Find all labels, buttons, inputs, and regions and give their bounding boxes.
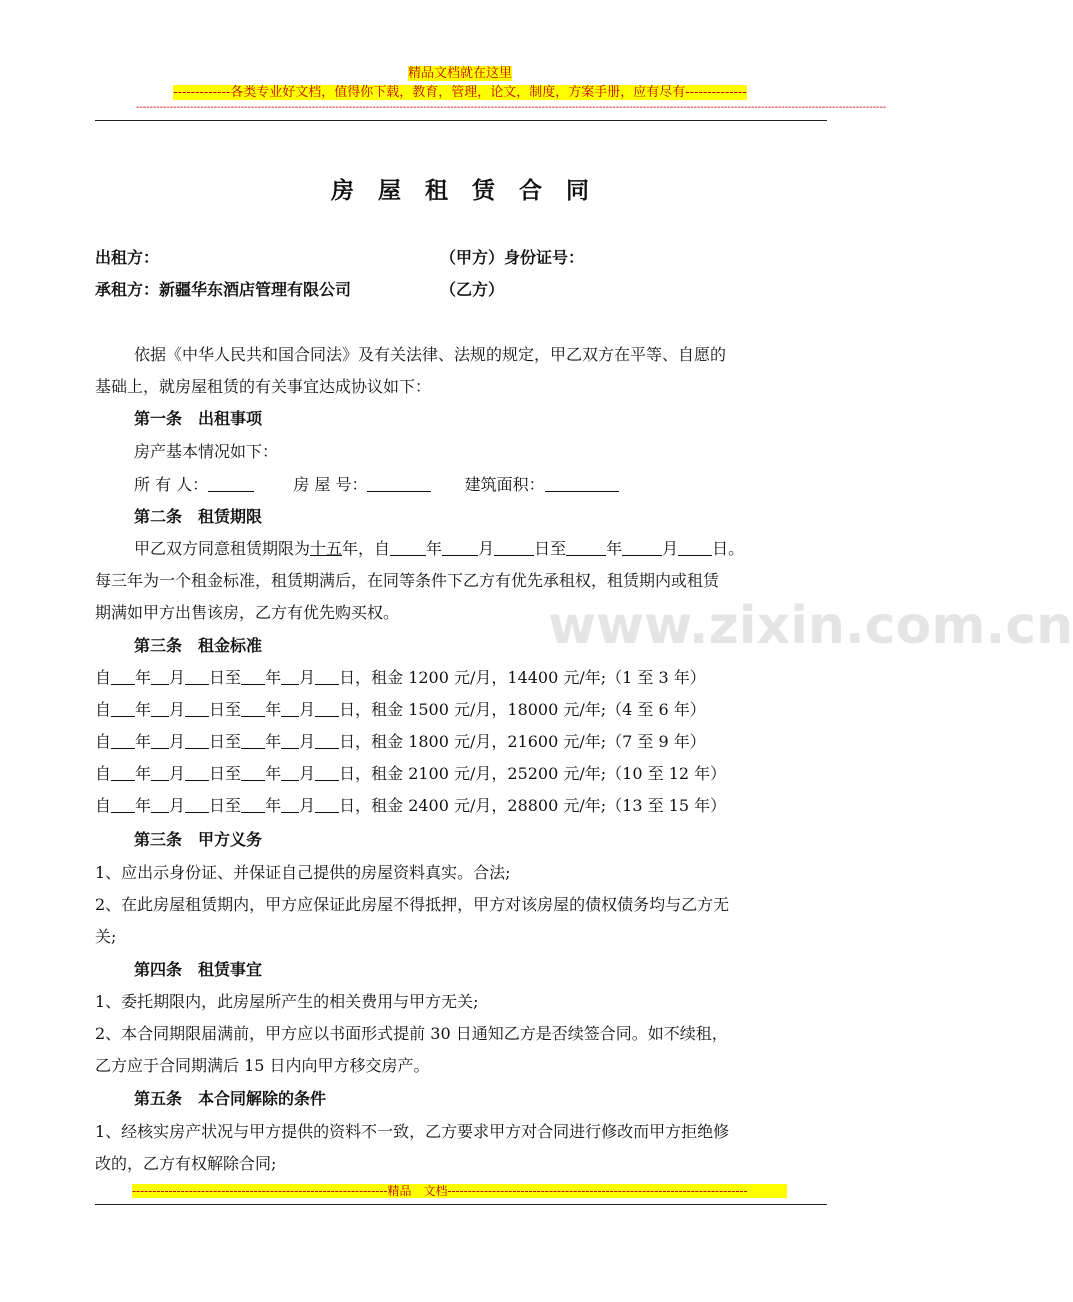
rent-date-word: 月 (169, 796, 186, 815)
rent-row (95, 698, 706, 722)
rent-date-word: 月 (169, 764, 186, 783)
rent-date-word: 年 (135, 764, 152, 783)
rent-date-blank (185, 666, 209, 685)
article-3b-item-2b: 关; (95, 927, 117, 946)
rent-row (95, 794, 726, 818)
rent-date-word: 自 (95, 668, 112, 687)
rent-date-blank (241, 666, 265, 685)
rent-date-word: 自 (95, 700, 112, 719)
article-3b-item-2a: 2、在此房屋租赁期内，甲方应保证此房屋不得抵押，甲方对该房屋的债权债务均与乙方无 (95, 895, 730, 914)
rent-date-word: 月 (169, 732, 186, 751)
lessor-label: 出租方： (95, 248, 160, 267)
lessee-line: 承租方：新疆华东酒店管理有限公司 (95, 280, 352, 299)
rent-date-word: 年 (135, 796, 152, 815)
rent-date-blank (151, 730, 169, 749)
rent-date-word: 日， (339, 700, 372, 719)
article-2-line-1: 甲乙双方同意租赁期限为十五年，自 年 月 日至 年 月 日。 (134, 539, 745, 558)
article-3-heading: 第三条 租金标准 (134, 636, 263, 655)
rent-date-word: 月 (299, 764, 316, 783)
rent-date-word: 自 (95, 796, 112, 815)
rent-date-blank (241, 698, 265, 717)
rent-date-blank (281, 730, 299, 749)
watermark: www.zixin.com.cn (548, 596, 1073, 656)
article-1-fields: 所 有 人： 房 屋 号： 建筑面积： (134, 473, 619, 497)
rent-date-blank (281, 666, 299, 685)
owner-blank (208, 473, 254, 492)
rent-row (95, 730, 706, 754)
footer-banner: ---------------------------------------------------------------精品 文档-------------------------------------------------------------------------- (132, 1184, 787, 1198)
rent-date-blank (315, 698, 339, 717)
lessee-name: 新疆华东酒店管理有限公司 (159, 280, 352, 299)
article-4-heading: 第四条 租赁事宜 (134, 960, 263, 979)
rent-date-blank (151, 666, 169, 685)
article-4-item-2b: 乙方应于合同期满后 15 日内向甲方移交房产。 (95, 1056, 430, 1075)
rent-date-blank (241, 762, 265, 781)
rent-amount: 租金 1800 元/月，21600 元/年;（7 至 9 年） (371, 732, 706, 751)
article-3b-heading: 第三条 甲方义务 (134, 830, 263, 849)
page-title: 房屋租赁合同 (331, 178, 613, 204)
rent-date-word: 月 (299, 668, 316, 687)
rent-amount: 租金 1200 元/月，14400 元/年;（1 至 3 年） (371, 668, 706, 687)
rent-date-blank (151, 698, 169, 717)
article-1-line-1: 房产基本情况如下： (134, 442, 279, 461)
article-1-heading: 第一条 出租事项 (134, 409, 263, 428)
rent-date-blank (315, 666, 339, 685)
area-blank (545, 473, 619, 492)
rent-date-blank (315, 730, 339, 749)
rent-date-blank (185, 794, 209, 813)
rent-date-word: 月 (169, 700, 186, 719)
article-4-item-2a: 2、本合同期限届满前，甲方应以书面形式提前 30 日通知乙方是否续签合同。如不续租， (95, 1024, 728, 1043)
rent-date-word: 月 (299, 796, 316, 815)
rent-date-blank (111, 762, 135, 781)
article-3b-item-1: 1、应出示身份证、并保证自己提供的房屋资料真实。合法; (95, 863, 511, 882)
rent-date-blank (281, 698, 299, 717)
rent-date-blank (315, 762, 339, 781)
lessee-side: （乙方） (440, 280, 505, 299)
rent-row (95, 762, 726, 786)
rent-date-word: 年 (265, 700, 282, 719)
rent-amount: 租金 2400 元/月，28800 元/年;（13 至 15 年） (371, 796, 727, 815)
rent-date-word: 年 (265, 732, 282, 751)
article-2-line-2: 每三年为一个租金标准，租赁期满后，在同等条件下乙方有优先承租权，租赁期内或租赁 (95, 571, 720, 590)
rent-date-word: 月 (169, 668, 186, 687)
rent-date-blank (111, 794, 135, 813)
rent-date-blank (241, 794, 265, 813)
rent-date-word: 日至 (209, 668, 242, 687)
rent-date-word: 自 (95, 732, 112, 751)
rent-date-blank (151, 762, 169, 781)
rent-row (95, 666, 706, 690)
house-no-blank (367, 473, 431, 492)
rent-date-blank (281, 794, 299, 813)
rent-date-word: 日， (339, 796, 372, 815)
header-rule (95, 120, 827, 121)
article-2-line-3: 期满如甲方出售该房，乙方有优先购买权。 (95, 603, 400, 622)
rent-date-word: 日， (339, 764, 372, 783)
header-line-1: 精品文档就在这里 (407, 66, 512, 81)
rent-date-blank (111, 730, 135, 749)
intro-line-1: 依据《中华人民共和国合同法》及有关法律、法规的规定，甲乙双方在平等、自愿的 (134, 345, 727, 364)
rent-date-blank (241, 730, 265, 749)
lessor-side: （甲方）身份证号： (440, 248, 585, 267)
article-5-item-1b: 改的，乙方有权解除合同; (95, 1154, 277, 1173)
rent-date-word: 年 (265, 796, 282, 815)
header-line-2: -------------各类专业好文档，值得你下载，教育，管理，论文，制度，方案手册，应有尽有-------------- (173, 85, 747, 100)
rent-date-blank (111, 666, 135, 685)
header-dash-line: ------------------------------------------------------------------------------------------------------------------------------------------------------------------------------------------------------------------------------ (136, 102, 887, 113)
rent-date-word: 自 (95, 764, 112, 783)
rent-date-word: 月 (299, 700, 316, 719)
footer-rule (95, 1204, 827, 1205)
rent-date-word: 日至 (209, 732, 242, 751)
rent-date-word: 年 (265, 668, 282, 687)
rent-date-blank (185, 762, 209, 781)
rent-date-word: 年 (135, 700, 152, 719)
rent-amount: 租金 2100 元/月，25200 元/年;（10 至 12 年） (371, 764, 727, 783)
rent-date-word: 年 (135, 732, 152, 751)
rent-date-blank (185, 698, 209, 717)
intro-line-2: 基础上，就房屋租赁的有关事宜达成协议如下： (95, 377, 432, 396)
lease-term-years: 十五 (310, 539, 343, 558)
rent-date-word: 日至 (209, 764, 242, 783)
rent-date-word: 日至 (209, 796, 242, 815)
rent-date-blank (111, 698, 135, 717)
rent-date-word: 年 (265, 764, 282, 783)
rent-date-blank (281, 762, 299, 781)
rent-date-blank (185, 730, 209, 749)
rent-date-word: 日， (339, 732, 372, 751)
rent-date-word: 月 (299, 732, 316, 751)
rent-date-word: 年 (135, 668, 152, 687)
article-5-item-1a: 1、经核实房产状况与甲方提供的资料不一致，乙方要求甲方对合同进行修改而甲方拒绝修 (95, 1122, 730, 1141)
rent-amount: 租金 1500 元/月，18000 元/年;（4 至 6 年） (371, 700, 706, 719)
article-5-heading: 第五条 本合同解除的条件 (134, 1089, 327, 1108)
article-2-heading: 第二条 租赁期限 (134, 507, 263, 526)
rent-date-blank (315, 794, 339, 813)
article-4-item-1: 1、委托期限内，此房屋所产生的相关费用与甲方无关; (95, 992, 479, 1011)
rent-date-word: 日至 (209, 700, 242, 719)
rent-date-blank (151, 794, 169, 813)
rent-date-word: 日， (339, 668, 372, 687)
